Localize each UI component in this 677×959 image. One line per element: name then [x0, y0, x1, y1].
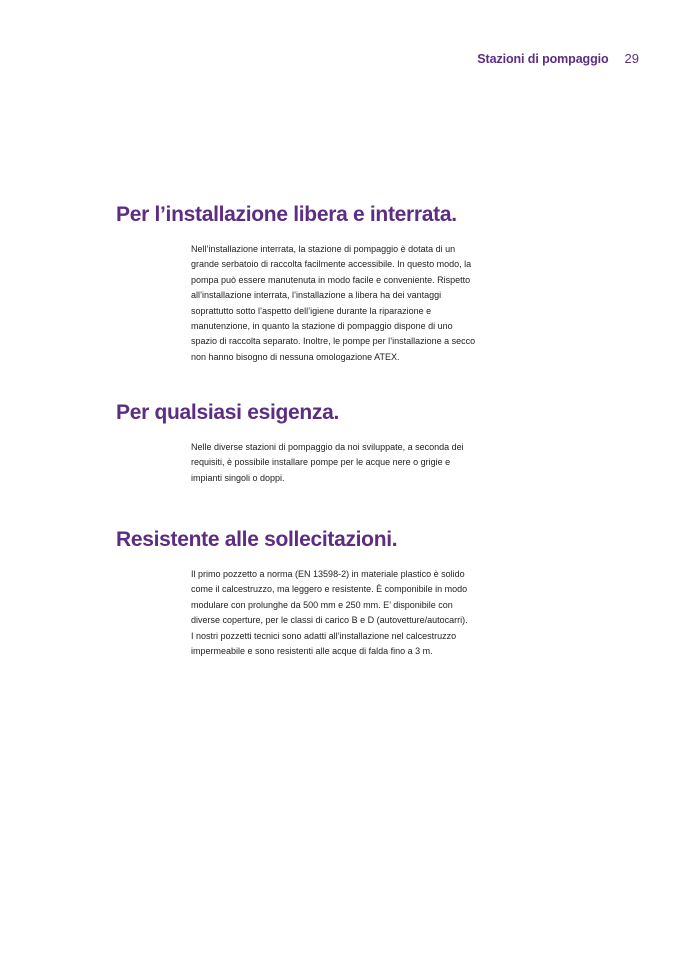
paragraph: Nelle diverse stazioni di pompaggio da noi sviluppate, a seconda dei requisiti, è possibile installare pompe per le acque nere o grigie e impianti singoli o doppi.: [191, 442, 464, 483]
section-body: [191, 440, 481, 486]
page-header: [477, 51, 639, 66]
section-heading: Per l’installazione libera e interrata.: [116, 203, 457, 226]
running-header-title: Stazioni di pompaggio: [477, 52, 609, 66]
section-installation: [116, 202, 636, 365]
section-resistant: [116, 527, 636, 659]
section-heading: Resistente alle sollecitazioni.: [116, 528, 398, 551]
paragraph: Nell’installazione interrata, la stazione di pompaggio è dotata di un grande serbatoio di raccolta facilmente accessibile. In questo modo, la pompa può essere manutenuta in modo facile e conveniente. Rispetto all’installazione interrata, l’installazione a libera ha dei vantaggi soprattutto sotto l’aspetto dell’igiene durante la riparazione e manutenzione, in quanto la stazione di pompaggio dispone di uno spazio di raccolta separato. Inoltre, le pompe per l’installazione a secco non hanno bisogno di nessuna omologazione ATEX.: [191, 244, 476, 362]
section-body: [191, 567, 481, 659]
paragraph: Il primo pozzetto a norma (EN 13598-2) in materiale plastico è solido come il calcestruzzo, ma leggero e resistente. È componibile in modo modulare con prolunghe da 500 mm e 250 mm. E’ disponibile con diverse coperture, per le classi di carico B e D (autovetture/autocarri).: [191, 569, 468, 626]
section-body: [191, 242, 481, 365]
page-number: 29: [624, 51, 639, 66]
section-heading: Per qualsiasi esigenza.: [116, 401, 340, 424]
paragraph: I nostri pozzetti tecnici sono adatti all’installazione nel calcestruzzo impermeabile e sono resistenti alle acque di falda fino a 3 m.: [191, 630, 457, 657]
section-any-need: [116, 400, 636, 486]
